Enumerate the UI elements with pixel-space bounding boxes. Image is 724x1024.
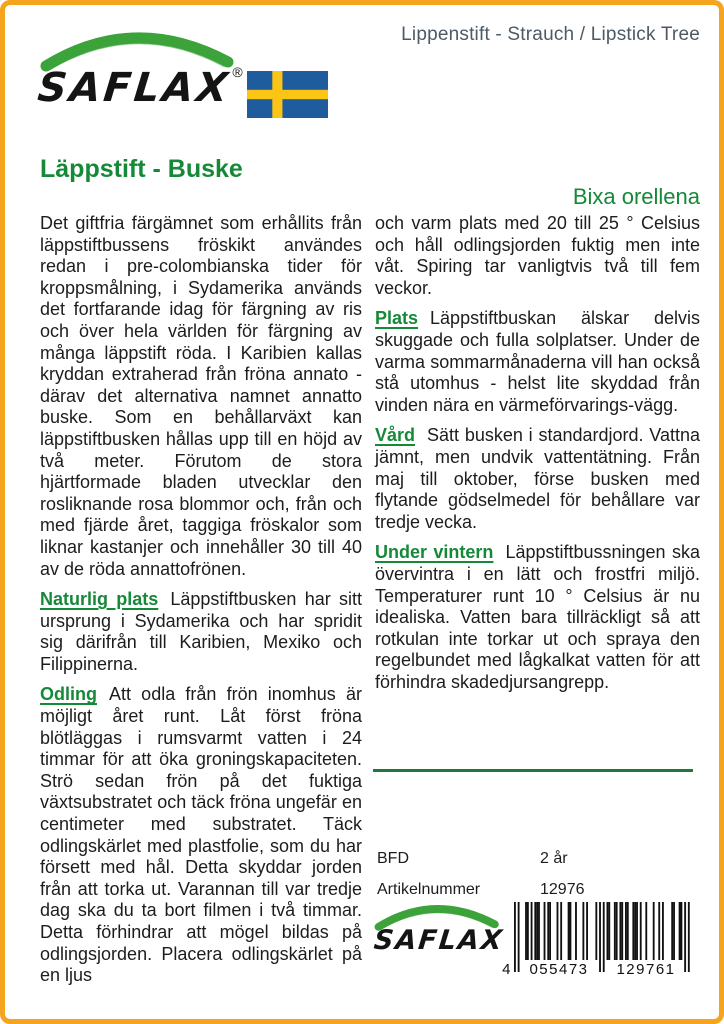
brand-name: SAFLAX [35, 65, 233, 111]
section-vard [375, 425, 700, 533]
info-value-artikelnummer: 12976 [540, 881, 585, 898]
section-odling [40, 684, 362, 986]
info-row-bfd [377, 850, 585, 868]
info-row-artikelnummer [377, 881, 585, 899]
botanical-name: Bixa orellena [572, 184, 700, 209]
info-label-artikelnummer: Artikelnummer [377, 881, 481, 898]
barcode-digit-right: 129761 [616, 961, 676, 978]
section-plats [375, 308, 700, 416]
page-title: Läppstift - Buske [40, 155, 243, 183]
green-divider-rule [373, 769, 693, 772]
section-plats-body: Läppstiftbuskan älskar delvis skuggade och fulla solplatser. Under de varma sommarmånaderna vill han också stå utomhus - helst lite skyddad från vinden nära en värmeförvarings-vägg. [375, 308, 700, 415]
text-column-right [375, 213, 700, 702]
odling-continuation-paragraph: och varm plats med 20 till 25 ° Celsius och håll odlingsjorden fuktig men inte våt. Spiring tar vanligtvis två till fem veckor. [375, 213, 700, 298]
section-vard-heading: Vård [375, 425, 416, 446]
saflax-logo-bottom [372, 900, 506, 956]
section-under-vintern-body: Läppstiftbussningen ska övervintra i en lätt och frostfri miljö. Temperaturer runt 10 ° Celsius är nu idealiska. Vatten bara tillräckligt så att rotkulan inte torkar ut och spraya den regelbundet med lågkalkat vatten för att förhindra skadedjursangrepp. [375, 542, 700, 692]
barcode-digit-first: 4 [502, 961, 512, 978]
section-naturlig-plats [40, 589, 362, 675]
info-label-bfd: BFD [377, 850, 409, 867]
section-odling-heading: Odling [40, 684, 97, 705]
section-naturlig-plats-body: Läppstiftbusken har sitt ursprung i Sydamerika och har spridit sig därifrån till Karibien, Mexiko och Filippinerna. [40, 589, 363, 674]
saflax-logo [36, 26, 246, 110]
registered-trademark-icon: ® [232, 64, 243, 80]
barcode-digit-left: 055473 [529, 961, 589, 978]
section-under-vintern [375, 542, 700, 693]
swedish-flag-icon [247, 71, 328, 118]
section-vard-body: Sätt busken i standardjord. Vattna jämnt, men undvik vattentätning. Från maj till oktober, förse busken med flytande gödselmedel för behållare var tredje vecka. [375, 425, 700, 532]
section-plats-heading: Plats [375, 308, 419, 329]
brand-name-bottom: SAFLAX [372, 925, 506, 956]
section-under-vintern-heading: Under vintern [375, 542, 494, 563]
section-odling-body: Att odla från frön inomhus är möjligt året runt. Låt först fröna blötläggas i rumsvarmt vatten i 24 timmar för att öka groningskapaciteten. Strö sedan frön på det fuktiga växtsubstratet och täck fröna ungefär en centimeter med substratet. Täck odlingskärlet med plastfolie, som du har försett med hål. Detta skyddar jorden från att torka ut. Varannan till var tredje dag ska du ta bort filmen i två timmar. Detta förhindrar att mögel bildas på odlingsjorden. Placera odlingskärlet på en ljus [40, 684, 362, 986]
text-column-left [40, 213, 362, 996]
info-value-bfd: 2 år [540, 850, 568, 867]
intro-paragraph: Det giftfria färgämnet som erhållits från läppstiftbussens fröskikt användes redan i pre-colombianska tider för kroppsmålning, i Sydamerika används det fortfarande idag för färgning av ris och över hela världen för färgning av många läppstift röda. I Karibien kallas kryddan extraherad från fröna annato - därav det alternativa namnet annatto buske. Som en behållarväxt kan läppstiftbusken hållas upp till en höjd av två meter. Förutom de stora hjärtformade bladen utvecklar den rosliknande rosa blommor och, från och med fjärde året, taggiga fröskalor som liknar kastanjer och innehåller 30 till 40 av de röda annattofrönen. [40, 213, 362, 579]
header-translation: Lippenstift - Strauch / Lipstick Tree [401, 24, 700, 45]
ean-barcode [502, 902, 690, 992]
section-naturlig-plats-heading: Naturlig plats [40, 589, 159, 610]
